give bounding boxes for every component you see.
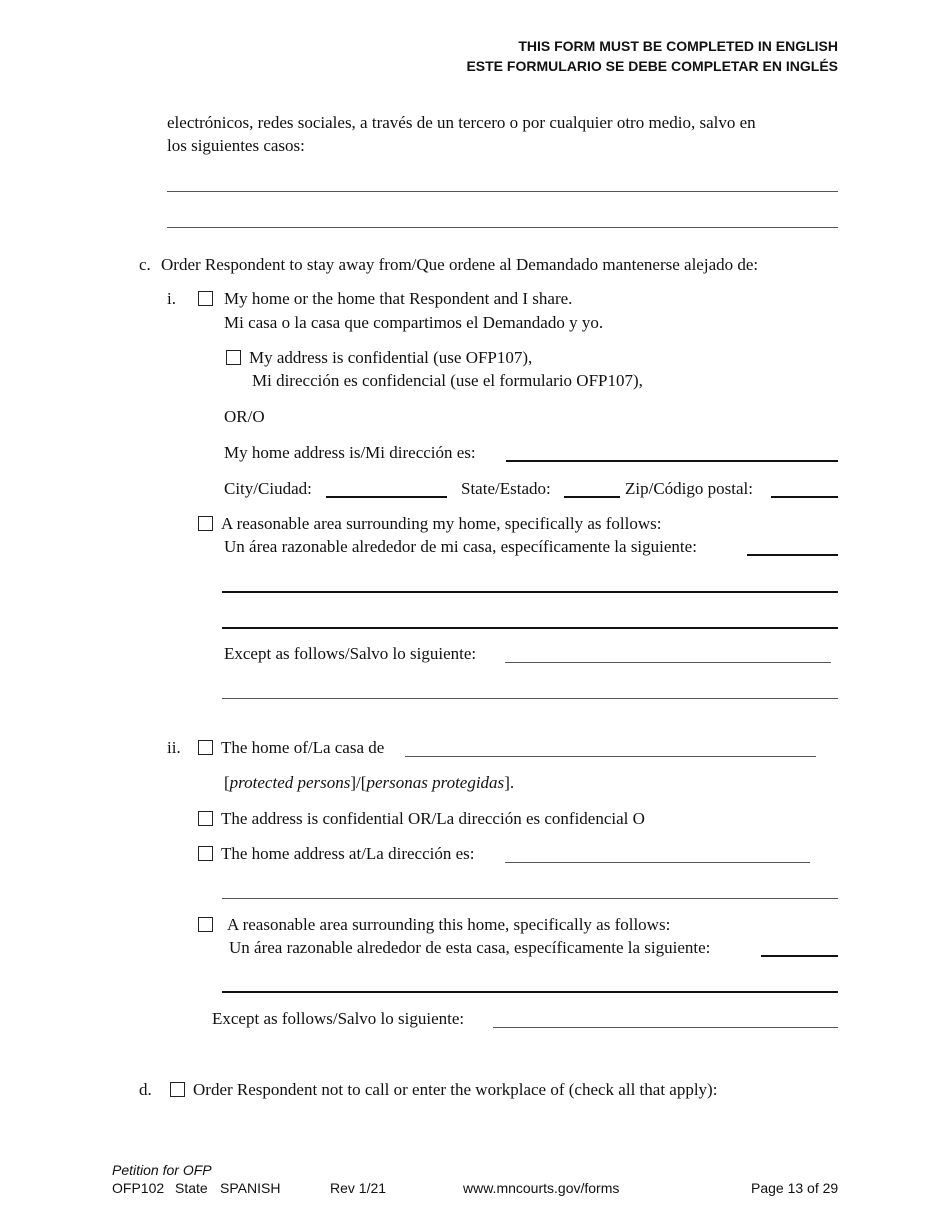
state-field[interactable] (564, 496, 620, 498)
continuation-line-1: electrónicos, redes sociales, a través de un tercero o por cualquier otro medio, salvo en (167, 113, 756, 132)
my-home-label-en: My home or the home that Respondent and I share. (224, 289, 573, 308)
section-d-marker: d. (139, 1080, 152, 1099)
home-of-label: The home of/La casa de (221, 738, 385, 757)
except-field-i[interactable] (505, 662, 831, 663)
area-description-line-3[interactable] (222, 627, 838, 629)
address-confidential-label-en: My address is confidential (use OFP107), (249, 348, 533, 367)
address-is-confidential-checkbox[interactable] (198, 811, 213, 826)
state-label: State/Estado: (461, 479, 551, 498)
section-c-text: Order Respondent to stay away from/Que ordene al Demandado mantenerse alejado de: (161, 255, 759, 274)
footer-form-title: Petition for OFP (112, 1162, 212, 1178)
home-of-field[interactable] (405, 756, 816, 757)
footer-form-code: OFP102 (112, 1180, 165, 1196)
language-notice-spanish: ESTE FORMULARIO SE DEBE COMPLETAR EN INGLÉS (466, 58, 838, 74)
area-description-field[interactable] (747, 554, 838, 556)
or-label: OR/O (224, 407, 265, 426)
area-around-my-home-checkbox[interactable] (198, 516, 213, 531)
area-around-my-home-label-es: Un área razonable alrededor de mi casa, específicamente la siguiente: (224, 537, 697, 556)
area-description-line-2[interactable] (222, 591, 838, 593)
city-field[interactable] (326, 496, 447, 498)
address-is-confidential-label: The address is confidential OR/La dirección es confidencial O (221, 809, 645, 828)
language-notice-english: THIS FORM MUST BE COMPLETED IN ENGLISH (518, 38, 838, 54)
footer-revision: Rev 1/21 (330, 1180, 387, 1196)
city-label: City/Ciudad: (224, 479, 312, 498)
area-around-this-home-label-en: A reasonable area surrounding this home, specifically as follows: (227, 915, 671, 934)
footer-page-number: Page 13 of 29 (751, 1180, 839, 1196)
home-address-at-line-2[interactable] (222, 898, 838, 899)
area-this-home-line-2[interactable] (222, 991, 838, 993)
exceptions-line-1[interactable] (167, 191, 838, 192)
except-field-i-line-2[interactable] (222, 698, 838, 699)
area-around-my-home-label-en: A reasonable area surrounding my home, specifically as follows: (221, 514, 662, 533)
home-address-field[interactable] (506, 460, 838, 462)
home-address-at-field[interactable] (505, 862, 810, 863)
home-address-at-label: The home address at/La dirección es: (221, 844, 475, 863)
except-field-ii[interactable] (493, 1027, 838, 1028)
protected-persons-note: [protected persons]/[personas protegidas]. (224, 773, 515, 792)
area-around-this-home-checkbox[interactable] (198, 917, 213, 932)
area-this-home-field[interactable] (761, 955, 838, 957)
workplace-checkbox[interactable] (170, 1082, 185, 1097)
address-confidential-checkbox[interactable] (226, 350, 241, 365)
my-home-label-es: Mi casa o la casa que compartimos el Demandado y yo. (224, 313, 604, 332)
except-label-ii: Except as follows/Salvo lo siguiente: (212, 1009, 465, 1028)
zip-label: Zip/Código postal: (625, 479, 753, 498)
address-confidential-label-es: Mi dirección es confidencial (use el formulario OFP107), (252, 371, 643, 390)
continuation-line-2: los siguientes casos: (167, 136, 305, 155)
zip-field[interactable] (771, 496, 838, 498)
language-notice (466, 36, 838, 76)
home-address-label: My home address is/Mi dirección es: (224, 443, 476, 462)
except-label-i: Except as follows/Salvo lo siguiente: (224, 644, 477, 663)
home-address-at-checkbox[interactable] (198, 846, 213, 861)
exceptions-line-2[interactable] (167, 227, 838, 228)
section-d-text: Order Respondent not to call or enter the workplace of (check all that apply): (193, 1080, 718, 1099)
area-around-this-home-label-es: Un área razonable alrededor de esta casa, específicamente la siguiente: (229, 938, 711, 957)
my-home-checkbox[interactable] (198, 291, 213, 306)
home-of-checkbox[interactable] (198, 740, 213, 755)
item-i-marker: i. (167, 289, 176, 308)
section-c-marker: c. (139, 255, 151, 274)
footer-website[interactable]: www.mncourts.gov/forms (463, 1180, 620, 1196)
footer-language: SPANISH (220, 1180, 281, 1196)
item-ii-marker: ii. (167, 738, 181, 757)
footer-jurisdiction: State (175, 1180, 208, 1196)
